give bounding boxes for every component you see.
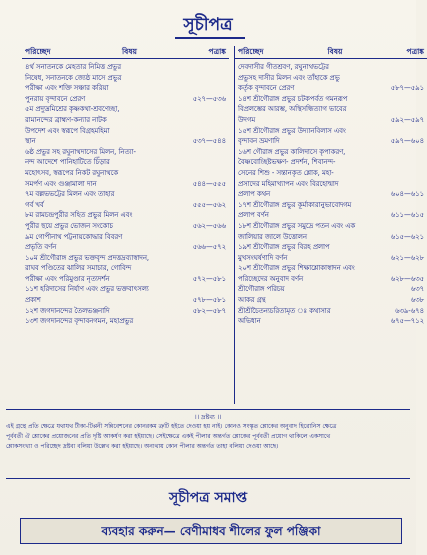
contents-entry [22,316,229,327]
contents-entry [235,147,427,200]
entry-line: ১৩শ জগদানন্দের বৃন্দাবনগমন, মহাপ্রভুর [25,317,134,326]
entry-text: আকর গ্রন্থ [238,296,266,305]
page-range: ৬০৪—৬১১ [390,190,424,199]
page-range: ৫৩৭—৫৪৪ [192,137,226,146]
title-underline [175,37,245,39]
entry-line [238,189,424,200]
entry-line [25,200,226,211]
entry-text: মুখসংঘর্ষণাদি বর্ণন [238,253,288,262]
entry-line [25,274,226,285]
note-title: ।। দ্রষ্টব্য ।। [194,413,222,421]
entry-line: বিপ্রলম্ভের আরম্ভ, অস্থিসন্ধিত্যাগ ভাবের [238,105,347,114]
contents-entry [22,210,229,231]
contents-entry [235,316,427,327]
page-range: ৬১১—৬১৫ [390,211,424,220]
note-line: পূর্ববর্তী ঐ শ্লোকের প্রয়োজনের প্রতি দৃষ্টি আকর্ষণ করা হইয়াছে। সেইক্ষেত্রে একই পীলার অন্তর্গত শ্লোকের পূর্ববর্তী প্রয়োগ থাকিলে একসাথে [6,433,331,440]
contents-entry [235,200,427,221]
page-range: ৫৬৬—৫৭২ [192,243,226,252]
page-range: ৬৩৯-৬৭৪ [395,306,424,315]
entry-line: ৫ম প্রদ্যুম্নমিশ্রের কৃষ্ণকথা-শ্রবণেচ্ছা, [25,105,120,114]
entry-line: সেনের শিশু - সন্তানকৃত শ্লোক, মহা- [238,168,334,177]
contents-entry [235,221,427,242]
entry-text: স্থান [25,137,36,146]
entry-line: ১৫শ শ্রীগৌরাঙ্গ প্রভুর উদ্যানবিলাস এবং [238,126,346,135]
entry-line: উপদেশ এবং স্বরূপে বিগ্রহমহিমা [25,126,110,135]
column-header [235,46,427,59]
header-page: পত্রাঙ্ক [406,47,424,56]
entry-line: রামানন্দের ব্রাহ্মণ-কন্যার নাটক [25,115,107,124]
header-page: পত্রাঙ্ক [208,47,226,56]
entry-line [238,253,424,264]
entry-line [238,210,424,221]
entry-line: ১০ম শ্রীগৌরাঙ্গ প্রভুর ভক্তবৃন্দ প্রদত্তদ্রব্যাস্বাদন, [25,253,150,262]
entry-text: পুরীর ছয়ে প্রভুর ভোজন সংকোচ [25,221,113,230]
contents-entry [235,263,427,284]
entry-line: রাঘব পণ্ডিতের ঝালির সমাচার, গোবিন্দ [25,264,132,273]
contents-left-column [22,46,229,404]
contents-entry [22,232,229,253]
contents-entry [22,147,229,189]
entry-text: পুনরায় বৃন্দাবনে প্রেরণ [25,94,86,103]
entry-line [238,232,424,243]
entry-line: ১৮শ শ্রীগৌরাঙ্গ প্রভুর সমুদ্রে পতন এবং এক [238,221,356,230]
entry-line: ১৬শ গৌরাঙ্গ প্রভুর কালিদাসে কৃপাকরণ, [238,147,346,156]
entry-text: বৃন্দাবন ভ্রমণাদি [238,137,280,146]
page-range: ৬২৮—৬৩৫ [390,274,424,283]
entry-line: নন্দ আদেশে পানিহাটিতে চিঁড়ার [25,158,110,167]
entry-text: প্রলাপ বর্ণন [238,211,269,220]
entry-text: প্রলাপ কথন [238,190,271,199]
entry-line: ৬ষ্ঠ প্রভুর সহ রঘুনাথদাসের মিলন, নিত্যা- [25,147,136,156]
entry-line [238,316,424,327]
note-line: শ্লোকসংখ্যা ও পরিচ্ছেদ দ্রষ্টব্য বলিয়া উল্লেখ করা হইয়াছে। অন্যথায় কোন পীলার অন্তর্গত তাহা বলিয়া দেওয়া আছে। [6,443,279,450]
entry-line [25,242,226,253]
entry-text: পরীক্ষা এবং পরিমুণ্ডার নৃত্যদর্শন [25,274,110,283]
entry-line: ৮ম রামচন্দ্রপুরীর সহিত প্রভুর মিলন এবং [25,211,133,220]
page-range: ৫৭২—৫৮১ [192,274,226,283]
contents-right-column [234,46,427,404]
page-range: ৬১৫—৬২১ [390,232,424,241]
contents-entry [22,253,229,285]
header-chapter: পরিচ্ছেদ [238,47,264,56]
page-title: সূচীপত্র [183,15,233,35]
page-range: ৬৩৭ [410,285,424,294]
entry-line [25,306,226,317]
entry-text: ১২শ জগদানন্দের তৈলভঞ্জনাদি [25,306,110,315]
entry-text: প্রভৃতি বর্ণন [25,243,57,252]
entry-text: উদগম [238,115,256,124]
entry-line: ৭ম বল্লভভট্টের মিলন এবং তাহার [25,190,115,199]
page-range: ৫৮৭—৫৯১ [390,84,424,93]
end-of-contents: সূচীপত্র সমাপ্ত [168,490,248,506]
page-range: ৬২১—৬২৮ [390,253,424,262]
header-chapter: পরিচ্ছেদ [25,47,51,56]
header-subject: বিষয় [122,47,137,56]
entry-text: পরিচ্ছেদের অনুবাদ বর্ণন [238,274,304,283]
contents-entry [235,62,427,94]
left-entries [22,62,229,327]
entry-text: জালিয়ার জালে উত্তোলন [238,232,307,241]
entry-text: শ্রীশ্রীচৈতন্যচরিতামৃত ঃ কথাসার [238,306,331,315]
entry-line [238,295,424,306]
entry-line [25,179,226,190]
page-range: ৫৯২—৫৯৭ [390,115,424,124]
entry-text: অভিধান [238,317,261,326]
contents-entry [235,242,427,263]
entry-line: ১৪শ শ্রীগৌরাঙ্গ প্রভুর চটকপর্বত গমনরূপ [238,94,348,103]
entry-line [238,83,424,94]
contents-entry [235,284,427,295]
page-range: ৫৮২—৫৮৭ [192,306,226,315]
page-range: ৫৯৭—৬০৪ [390,137,424,146]
contents-entry [22,189,229,210]
entry-line [25,136,226,147]
page-range: ৫৭৮—৫৮১ [192,296,226,305]
entry-line: ১৯শ শ্রীগৌরাঙ্গ প্রভুর বিরহ প্রলাপ [238,243,330,252]
entry-text: সমর্পণ এবং গুঞ্জামালা দান [25,179,97,188]
entry-line: বৈষ্ণবোচ্ছিষ্টভক্ষণ- প্রদর্শন, শিবানন্দ- [238,158,336,167]
page-range: ৫৬২—৫৬৬ [192,221,226,230]
entry-line [238,306,424,317]
entry-line [238,115,424,126]
right-entries [235,62,427,327]
entry-text: গর্ব খর্ব [25,200,44,209]
entry-line: নিষেধ, সনাতনকে জ্যেষ্ঠ মাসে প্রভুর [25,73,122,82]
contents-entry [22,306,229,317]
header-subject: বিষয় [327,47,343,56]
entry-line [238,136,424,147]
entry-line: ৯ম গোপীনাথ পট্টনায়কোদ্ধার বিবরণ [25,232,123,241]
advert-banner: ব্যবহার করুন— বেণীমাধব শীলের ফুল পঞ্জিকা [20,518,402,544]
page-range: ৫৪৪—৫৫৫ [192,179,226,188]
contents-entry [235,295,427,306]
note-line: এই গ্রন্থে প্রতি ক্ষেত্রে যথাযথ টীকা-টিপ্পনী সন্নিবেশনের কোনরকম ত্রুটি হইতে দেওয়া হয় নাই। কোনও সংস্কৃত শ্লোকের অনুবাদ হিরোনিস ক্ষেত্রে [6,423,337,430]
contents-entry [235,94,427,126]
contents-table [22,46,424,404]
entry-line: পরীক্ষা এবং শক্তি সঞ্চার করিয়া [25,84,109,93]
entry-line: ২০শ শ্রীগৌরাঙ্গ প্রভুর শিক্ষাশ্লোকাস্বাদন এবং [238,264,355,273]
entry-line: ১১শ হরিদাসের নির্যাণ এবং প্রভুর ভক্তবাৎসল্য [25,285,149,294]
entry-line: প্রসাদের মহিমাখ্যাপন এবং বিরহোন্মাদ [238,179,339,188]
entry-line: প্রভুসহ দাসীর মিলন এবং তাঁহাকে প্রভু [238,73,340,82]
entry-line: ১৭শ শ্রীগৌরাঙ্গ প্রভুর কূর্মাকারানুভাবোদ্গম [238,200,352,209]
page-range: ৫২৭—৫৩৬ [192,94,226,103]
entry-line: দেবদাসীর গীতশ্রবণ, রঘুনাথভট্টের [238,63,329,71]
entry-text: প্রকাশ [25,296,41,305]
contents-entry [235,306,427,317]
column-header [22,46,229,59]
entry-line [25,94,226,105]
page-range: ৬৩৮ [410,296,424,305]
entry-line: ৪র্থ সনাতনকে মেহতার নিমিত্ত প্রভুর [25,63,121,71]
contents-entry [235,126,427,147]
entry-line [25,221,226,232]
contents-entry [22,62,229,104]
entry-text: কর্তৃক বৃন্দাবনে প্রেরণ [238,84,295,93]
page-range: ৫৫৫—৫৬২ [192,200,226,209]
entry-line [238,274,424,285]
entry-text: শ্রীগৌরাঙ্গ পরিচয় [238,285,285,294]
entry-line [25,295,226,306]
entry-line: মহোৎসব, স্বরূপের নিকট রঘুনাথকে [25,168,119,177]
entry-line [238,284,424,295]
contents-entry [22,104,229,146]
note-box [6,409,410,479]
contents-entry [22,284,229,305]
page-range: ৬৭৫—৭১২ [390,317,424,326]
